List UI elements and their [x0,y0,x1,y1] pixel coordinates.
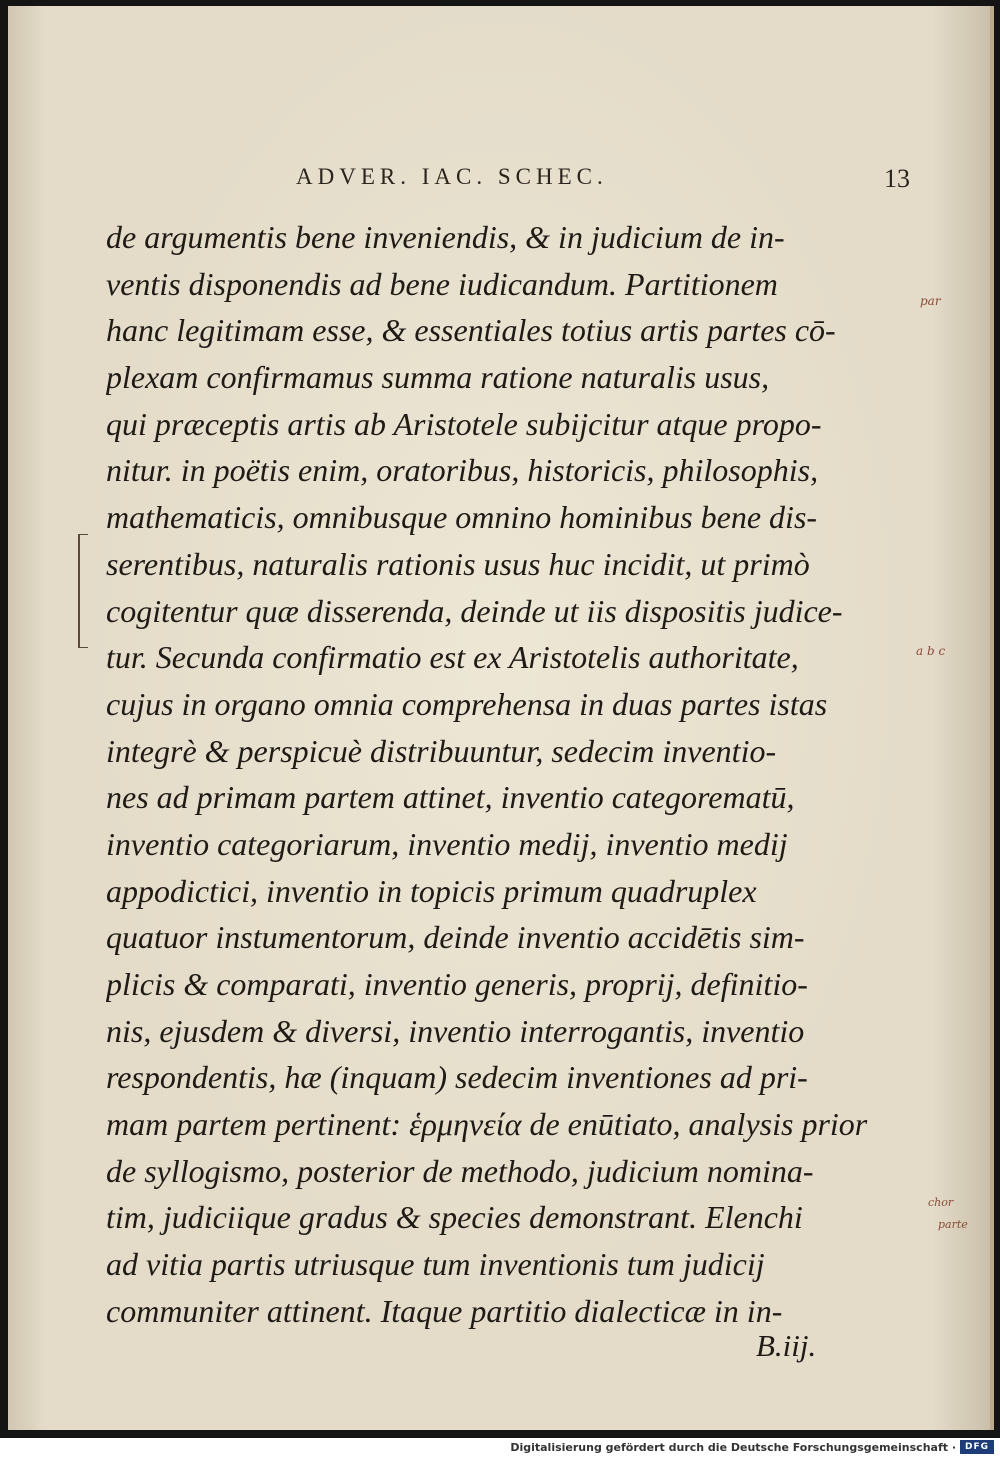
text-line: inventio categoriarum, inventio medij, inventio medij [106,825,788,862]
page-number: 13 [884,164,910,193]
text-line: mathematicis, omnibusque omnino hominibus bene dis- [106,499,818,536]
marginal-note: par [920,294,941,308]
marginal-note: a b c [916,644,946,658]
text-line: cujus in organo omnia comprehensa in duas partes istas [106,685,828,722]
book-page [8,6,994,1430]
dfg-logo-icon: DFG [960,1440,994,1454]
text-line: de argumentis bene inveniendis, & in judicium de in- [106,219,785,255]
text-line: plexam confirmamus summa ratione naturalis usus, [106,359,770,396]
text-line: cogitentur quæ disserenda, deinde ut iis dispositis judice- [106,592,843,629]
text-line: de syllogismo, posterior de methodo, judicium nomina- [106,1152,814,1189]
footer-bar [0,1438,1000,1458]
text-line: mam partem pertinent: ἑρμηνεία de enūtiato, analysis prior [106,1106,868,1143]
text-line: nitur. in poëtis enim, oratoribus, historicis, philosophis, [106,452,819,489]
text-line: ventis disponendis ad bene iudicandum. Partitionem [106,265,778,302]
text-line: hanc legitimam esse, & essentiales totius artis partes cō- [106,312,836,349]
catchword: B.iij. [756,1328,817,1363]
body-text [106,214,916,1335]
text-line: ad vitia partis utriusque tum inventionis tum judicij [106,1246,765,1283]
text-line: tim, judiciique gradus & species demonstrant. Elenchi [106,1199,803,1236]
margin-bracket [78,534,88,648]
text-line: integrè & perspicuè distribuuntur, sedecim inventio- [106,732,777,769]
text-line: nes ad primam partem attinet, inventio categorematū, [106,779,795,816]
text-line: qui præceptis artis ab Aristotele subijcitur atque propo- [106,405,822,442]
marginal-note: chor [928,1196,954,1209]
marginal-note: parte [938,1218,968,1231]
text-line: communiter attinent. Itaque partitio dialecticæ in in- [106,1292,783,1329]
funding-credit: Digitalisierung gefördert durch die Deutsche Forschungsgemeinschaft · [510,1441,956,1454]
text-line: serentibus, naturalis rationis usus huc incidit, ut primò [106,545,810,582]
text-line: tur. Secunda confirmatio est ex Aristotelis authoritate, [106,639,799,676]
running-head: ADVER. IAC. SCHEC. [296,164,608,189]
text-line: appodictici, inventio in topicis primum quadruplex [106,872,757,909]
text-line: respondentis, hæ (inquam) sedecim inventiones ad pri- [106,1059,808,1096]
text-line: nis, ejusdem & diversi, inventio interrogantis, inventio [106,1012,805,1049]
text-line: plicis & comparati, inventio generis, proprij, definitio- [106,966,808,1002]
text-line: quatuor instumentorum, deinde inventio accidētis sim- [106,919,805,956]
